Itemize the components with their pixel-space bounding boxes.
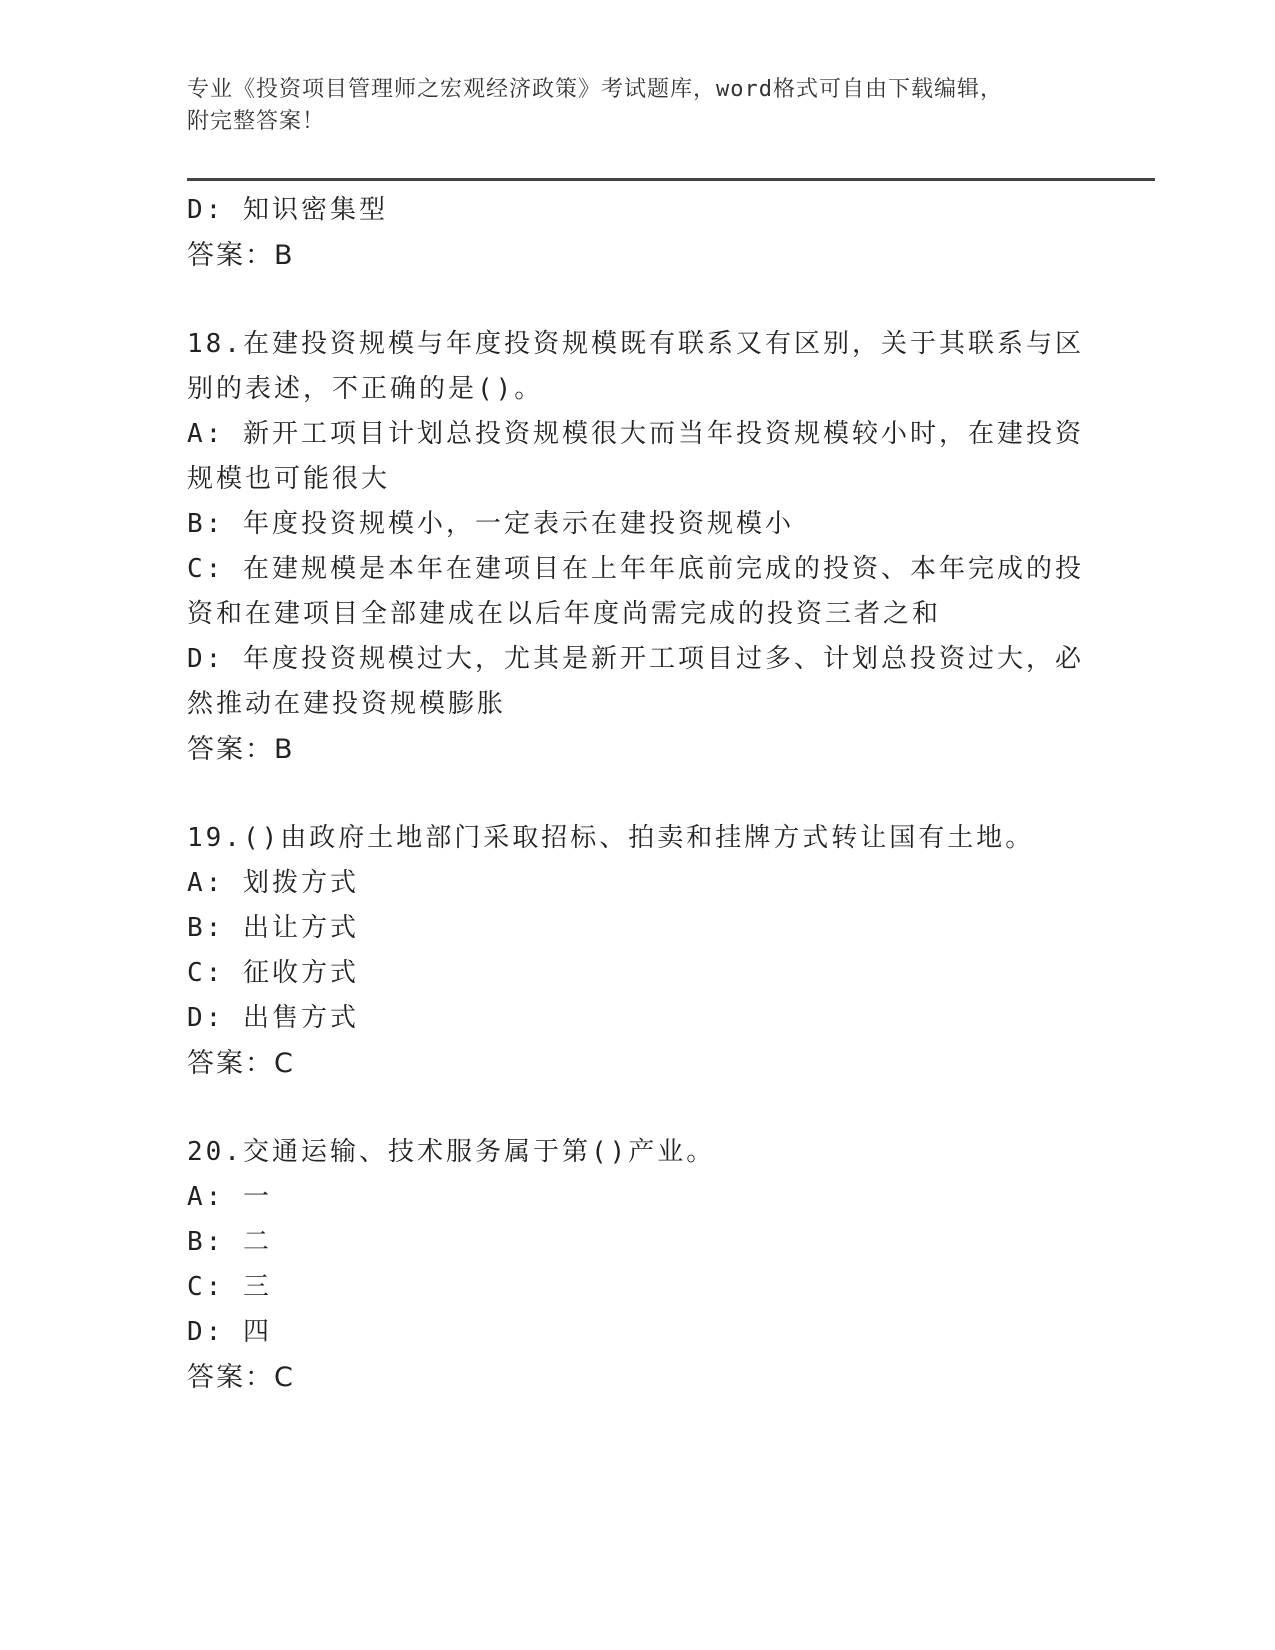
question-stem: 19.()由政府土地部门采取招标、拍卖和挂牌方式转让国有土地。 xyxy=(187,823,1035,853)
option-d: D: 四 xyxy=(187,1317,272,1347)
option-b: B: 年度投资规模小，一定表示在建投资规模小 xyxy=(187,509,794,539)
option-a-cont: 规模也可能很大 xyxy=(187,464,391,494)
option-d: D: 年度投资规模过大，尤其是新开工项目过多、计划总投资过大，必 xyxy=(187,644,1084,674)
option-c: C: 在建规模是本年在建项目在上年年底前完成的投资、本年完成的投 xyxy=(187,554,1084,584)
answer-text: 答案：B xyxy=(187,734,295,765)
option-c-cont: 资和在建项目全部建成在以后年度尚需完成的投资三者之和 xyxy=(187,599,942,629)
question-list xyxy=(187,188,1087,1400)
header-divider xyxy=(187,178,1155,181)
option-d: D: 知识密集型 xyxy=(187,195,388,225)
answer-text: 答案：B xyxy=(187,240,295,271)
answer-text: 答案：C xyxy=(187,1362,295,1393)
option-b: B: 二 xyxy=(187,1227,272,1257)
answer-text: 答案：C xyxy=(187,1048,295,1079)
question-stem-cont: 别的表述，不正确的是()。 xyxy=(187,374,544,404)
spacer xyxy=(187,772,1087,816)
question-19 xyxy=(187,816,1087,1086)
question-20 xyxy=(187,1130,1087,1400)
spacer xyxy=(187,278,1087,322)
option-b: B: 出让方式 xyxy=(187,913,359,943)
option-d-cont: 然推动在建投资规模膨胀 xyxy=(187,689,507,719)
document-header xyxy=(187,74,1087,138)
spacer xyxy=(187,1086,1087,1130)
header-line-2: 附完整答案！ xyxy=(187,109,326,134)
option-a: A: 新开工项目计划总投资规模很大而当年投资规模较小时，在建投资 xyxy=(187,419,1084,449)
header-line-1: 专业《投资项目管理师之宏观经济政策》考试题库，word格式可自由下载编辑， xyxy=(187,77,1003,102)
option-d: D: 出售方式 xyxy=(187,1003,359,1033)
question-18 xyxy=(187,322,1087,772)
question-stem: 20.交通运输、技术服务属于第()产业。 xyxy=(187,1137,716,1167)
option-c: C: 征收方式 xyxy=(187,958,359,988)
option-a: A: 一 xyxy=(187,1182,272,1212)
option-a: A: 划拨方式 xyxy=(187,868,359,898)
question-stem: 18.在建投资规模与年度投资规模既有联系又有区别，关于其联系与区 xyxy=(187,329,1084,359)
option-c: C: 三 xyxy=(187,1272,272,1302)
